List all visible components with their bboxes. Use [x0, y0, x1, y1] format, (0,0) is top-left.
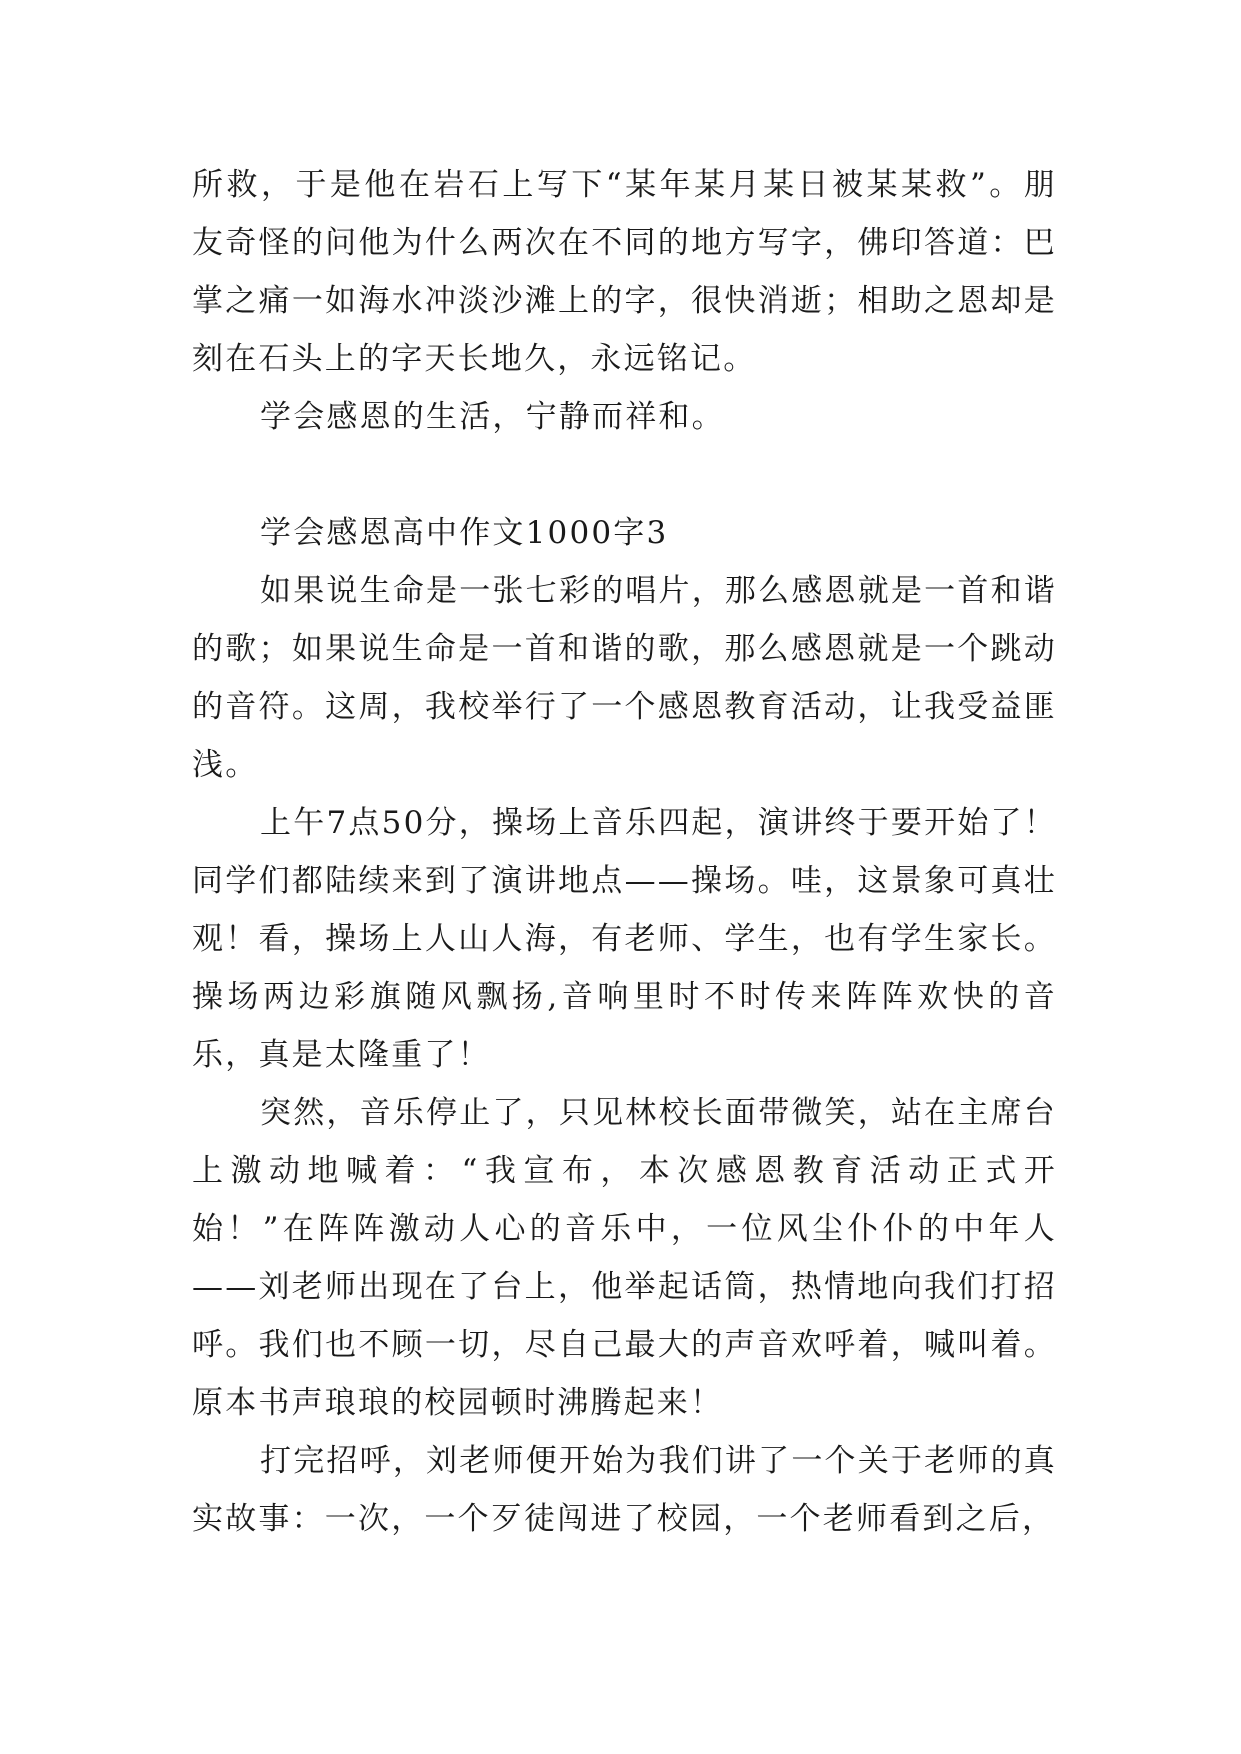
paragraph-conclusion: 学会感恩的生活，宁静而祥和。	[260, 399, 725, 435]
paragraph-scene: 上午7点50分，操场上音乐四起，演讲终于要开始了！同学们都陆续来到了演讲地点——操场。哇，这景象可真壮观！看，操场上人山人海，有老师、学生，也有学生家长。操场两边彩旗随风飘扬,音响里时不时传来阵阵欢快的音乐，真是太隆重了！	[192, 805, 1057, 1073]
paragraph-continuation: 所救，于是他在岩石上写下“某年某月某日被某某救”。朋友奇怪的问他为什么两次在不同的地方写字，佛印答道：巴掌之痛一如海水冲淡沙滩上的字，很快消逝；相助之恩却是刻在石头上的字天长地久，永远铭记。	[192, 167, 1057, 377]
document-body	[192, 156, 1057, 1548]
paragraph-opening: 突然，音乐停止了，只见林校长面带微笑，站在主席台上激动地喊着：“我宣布，本次感恩教育活动正式开始！”在阵阵激动人心的音乐中，一位风尘仆仆的中年人——刘老师出现在了台上，他举起话筒，热情地向我们打招呼。我们也不顾一切，尽自己最大的声音欢呼着，喊叫着。原本书声琅琅的校园顿时沸腾起来！	[192, 1095, 1057, 1421]
paragraph-story: 打完招呼，刘老师便开始为我们讲了一个关于老师的真实故事：一次，一个歹徒闯进了校园，一个老师看到之后，	[192, 1443, 1057, 1537]
paragraph-intro: 如果说生命是一张七彩的唱片，那么感恩就是一首和谐的歌；如果说生命是一首和谐的歌，那么感恩就是一个跳动的音符。这周，我校举行了一个感恩教育活动，让我受益匪浅。	[192, 573, 1057, 783]
section-gap	[192, 446, 1057, 504]
section-heading: 学会感恩高中作文1000字3	[260, 515, 669, 551]
